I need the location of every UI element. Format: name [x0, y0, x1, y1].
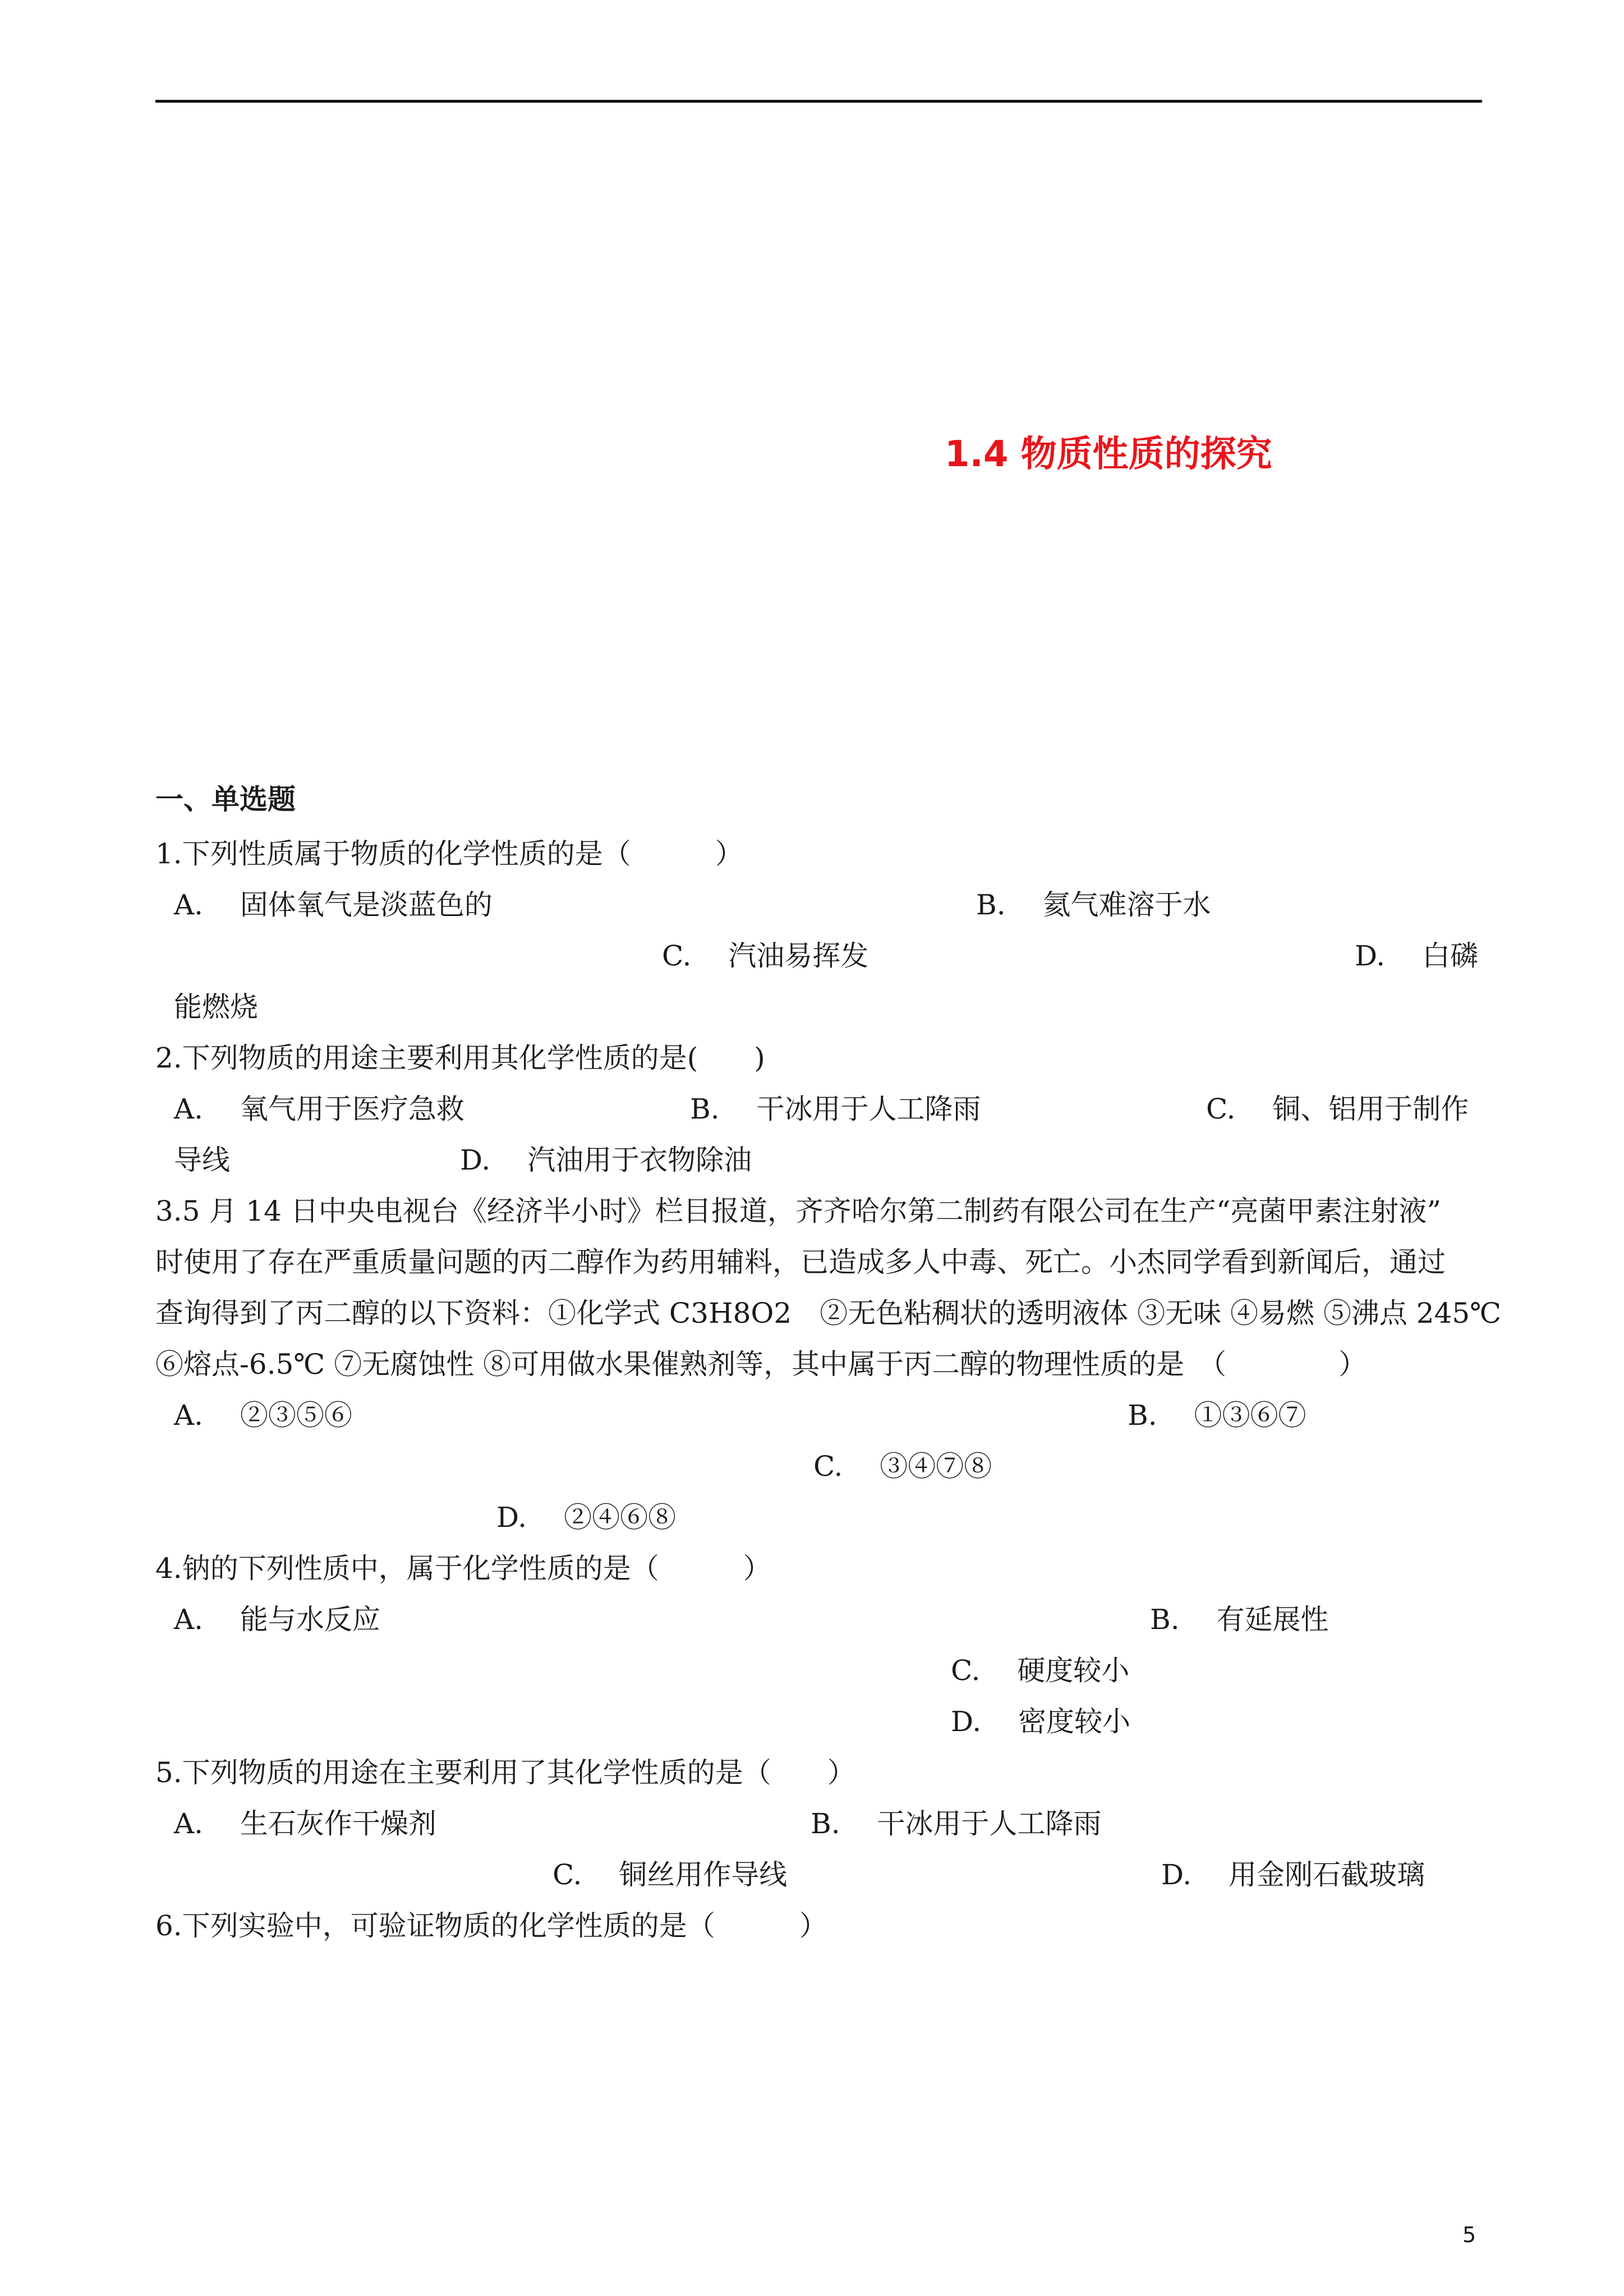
- question-4-option-c: C. 硬度较小: [951, 1654, 1130, 1687]
- question-1-option-d-continued: 能燃烧: [174, 991, 258, 1023]
- question-4-stem: 4.钠的下列性质中，属于化学性质的是（ ）: [155, 1552, 771, 1585]
- question-1-option-c: C. 汽油易挥发: [662, 940, 869, 972]
- section-heading: 一、单选题: [155, 783, 296, 816]
- question-3-stem-line-3: 查询得到了丙二醇的以下资料：①化学式 C3H8O2 ②无色粘稠状的透明液体 ③无味 ④易燃 ⑤沸点 245℃: [155, 1297, 1502, 1329]
- question-3-option-d: D. ②④⑥⑧: [496, 1501, 677, 1534]
- question-3-option-a: A. ②③⑤⑥: [174, 1399, 352, 1432]
- question-1-option-b: B. 氦气难溶于水: [976, 889, 1211, 921]
- question-5-option-c: C. 铜丝用作导线: [553, 1858, 788, 1891]
- question-3-stem-line-4: ⑥熔点-6.5℃ ⑦无腐蚀性 ⑧可用做水果催熟剂等，其中属于丙二醇的物理性质的是 （ ）: [155, 1348, 1367, 1381]
- question-3-option-c: C. ③④⑦⑧: [813, 1450, 992, 1483]
- page-title: 1.4 物质性质的探究: [945, 434, 1272, 475]
- question-1-option-a: A. 固体氧气是淡蓝色的: [174, 889, 493, 921]
- question-4-option-b: B. 有延展性: [1150, 1603, 1329, 1636]
- question-3-stem-line-2: 时使用了存在严重质量问题的丙二醇作为药用辅料，已造成多人中毒、死亡。小杰同学看到新闻后，通过: [155, 1246, 1446, 1278]
- question-2-option-a: A. 氧气用于医疗急救: [174, 1093, 464, 1125]
- question-4-option-d: D. 密度较小: [951, 1705, 1131, 1738]
- question-2-option-d: D. 汽油用于衣物除油: [460, 1144, 752, 1176]
- page-number: 5: [1462, 2223, 1476, 2247]
- question-6-stem: 6.下列实验中，可验证物质的化学性质的是（ ）: [155, 1910, 827, 1942]
- question-5-option-b: B. 干冰用于人工降雨: [811, 1807, 1102, 1840]
- question-4-option-a: A. 能与水反应: [174, 1603, 380, 1636]
- question-5-option-d: D. 用金刚石截玻璃: [1161, 1858, 1425, 1891]
- question-1-option-d: D. 白磷: [1355, 940, 1479, 972]
- question-3-option-b: B. ①③⑥⑦: [1128, 1399, 1306, 1432]
- question-3-stem-line-1: 3.5 月 14 日中央电视台《经济半小时》栏目报道，齐齐哈尔第二制药有限公司在生产“亮菌甲素注射液”: [155, 1195, 1441, 1227]
- question-1-stem: 1.下列性质属于物质的化学性质的是（ ）: [155, 838, 743, 870]
- question-2-stem: 2.下列物质的用途主要利用其化学性质的是( ): [155, 1042, 765, 1074]
- question-5-stem: 5.下列物质的用途在主要利用了其化学性质的是（ ）: [155, 1756, 855, 1789]
- question-2-option-b: B. 干冰用于人工降雨: [690, 1093, 981, 1125]
- question-2-option-c: C. 铜、铝用于制作: [1206, 1093, 1469, 1125]
- question-2-option-c-continued: 导线: [174, 1144, 230, 1176]
- header-rule: [155, 100, 1482, 103]
- question-5-option-a: A. 生石灰作干燥剂: [174, 1807, 436, 1840]
